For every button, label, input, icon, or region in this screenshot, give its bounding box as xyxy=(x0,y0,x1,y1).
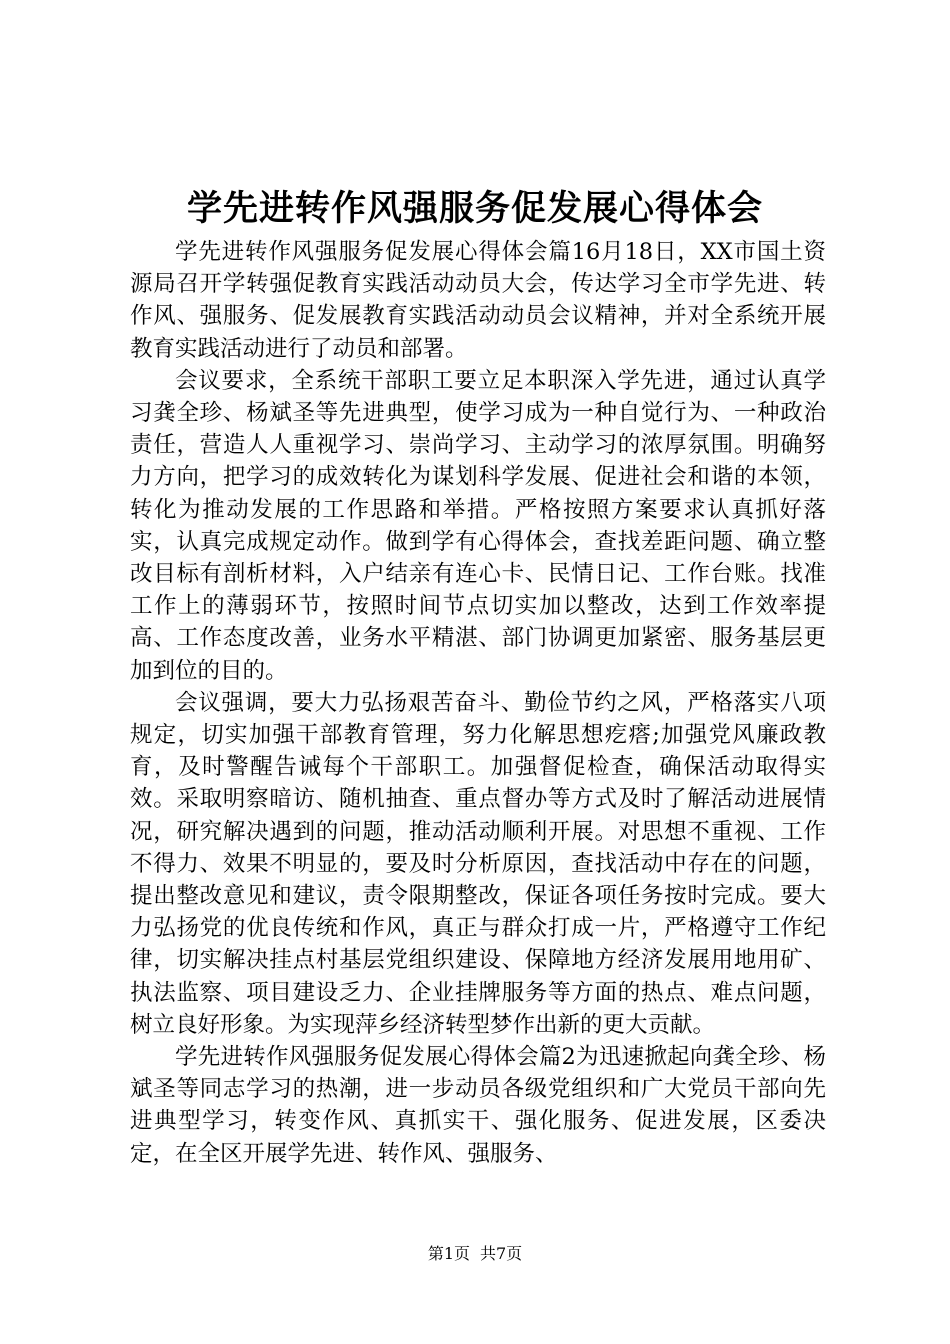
page-footer xyxy=(0,1243,950,1265)
page-number: 第1页 xyxy=(427,1244,470,1263)
paragraph: 学先进转作风强服务促发展心得体会篇16月18日，XX市国土资源局召开学转强促教育实践活动动员大会，传达学习全市学先进、转作风、强服务、促发展教育实践活动动员会议精神，并对全系统开展教育实践活动进行了动员和部署。 xyxy=(130,239,826,362)
paragraph: 会议要求，全系统干部职工要立足本职深入学先进，通过认真学习龚全珍、杨斌圣等先进典型，使学习成为一种自觉行为、一种政治责任，营造人人重视学习、崇尚学习、主动学习的浓厚氛围。明确努力方向，把学习的成效转化为谋划科学发展、促进社会和谐的本领，转化为推动发展的工作思路和举措。严格按照方案要求认真抓好落实，认真完成规定动作。做到学有心得体会，查找差距问题、确立整改目标有剖析材料，入户结亲有连心卡、民情日记、工作台账。找准工作上的薄弱环节，按照时间节点切实加以整改，达到工作效率提高、工作态度改善，业务水平精湛、部门协调更加紧密、服务基层更加到位的目的。 xyxy=(130,367,826,684)
paragraph: 学先进转作风强服务促发展心得体会篇2为迅速掀起向龚全珍、杨斌圣等同志学习的热潮，进一步动员各级党组织和广大党员干部向先进典型学习，转变作风、真抓实干、强化服务、促进发展，区委决定，在全区开展学先进、转作风、强服务、 xyxy=(130,1044,826,1167)
document-title: 学先进转作风强服务促发展心得体会 xyxy=(186,189,763,229)
paragraph: 会议强调，要大力弘扬艰苦奋斗、勤俭节约之风，严格落实八项规定，切实加强干部教育管理，努力化解思想疙瘩;加强党风廉政教育，及时警醒告诫每个干部职工。加强督促检查，确保活动取得实效。采取明察暗访、随机抽查、重点督办等方式及时了解活动进展情况，研究解决遇到的问题，推动活动顺利开展。对思想不重视、工作不得力、效果不明显的，要及时分析原因，查找活动中存在的问题，提出整改意见和建议，责令限期整改，保证各项任务按时完成。要大力弘扬党的优良传统和作风，真正与群众打成一片，严格遵守工作纪律，切实解决挂点村基层党组织建设、保障地方经济发展用地用矿、执法监察、项目建设乏力、企业挂牌服务等方面的热点、难点问题，树立良好形象。为实现萍乡经济转型梦作出新的更大贡献。 xyxy=(130,689,826,1038)
document-body xyxy=(130,236,826,1170)
page-total: 共7页 xyxy=(480,1244,523,1263)
